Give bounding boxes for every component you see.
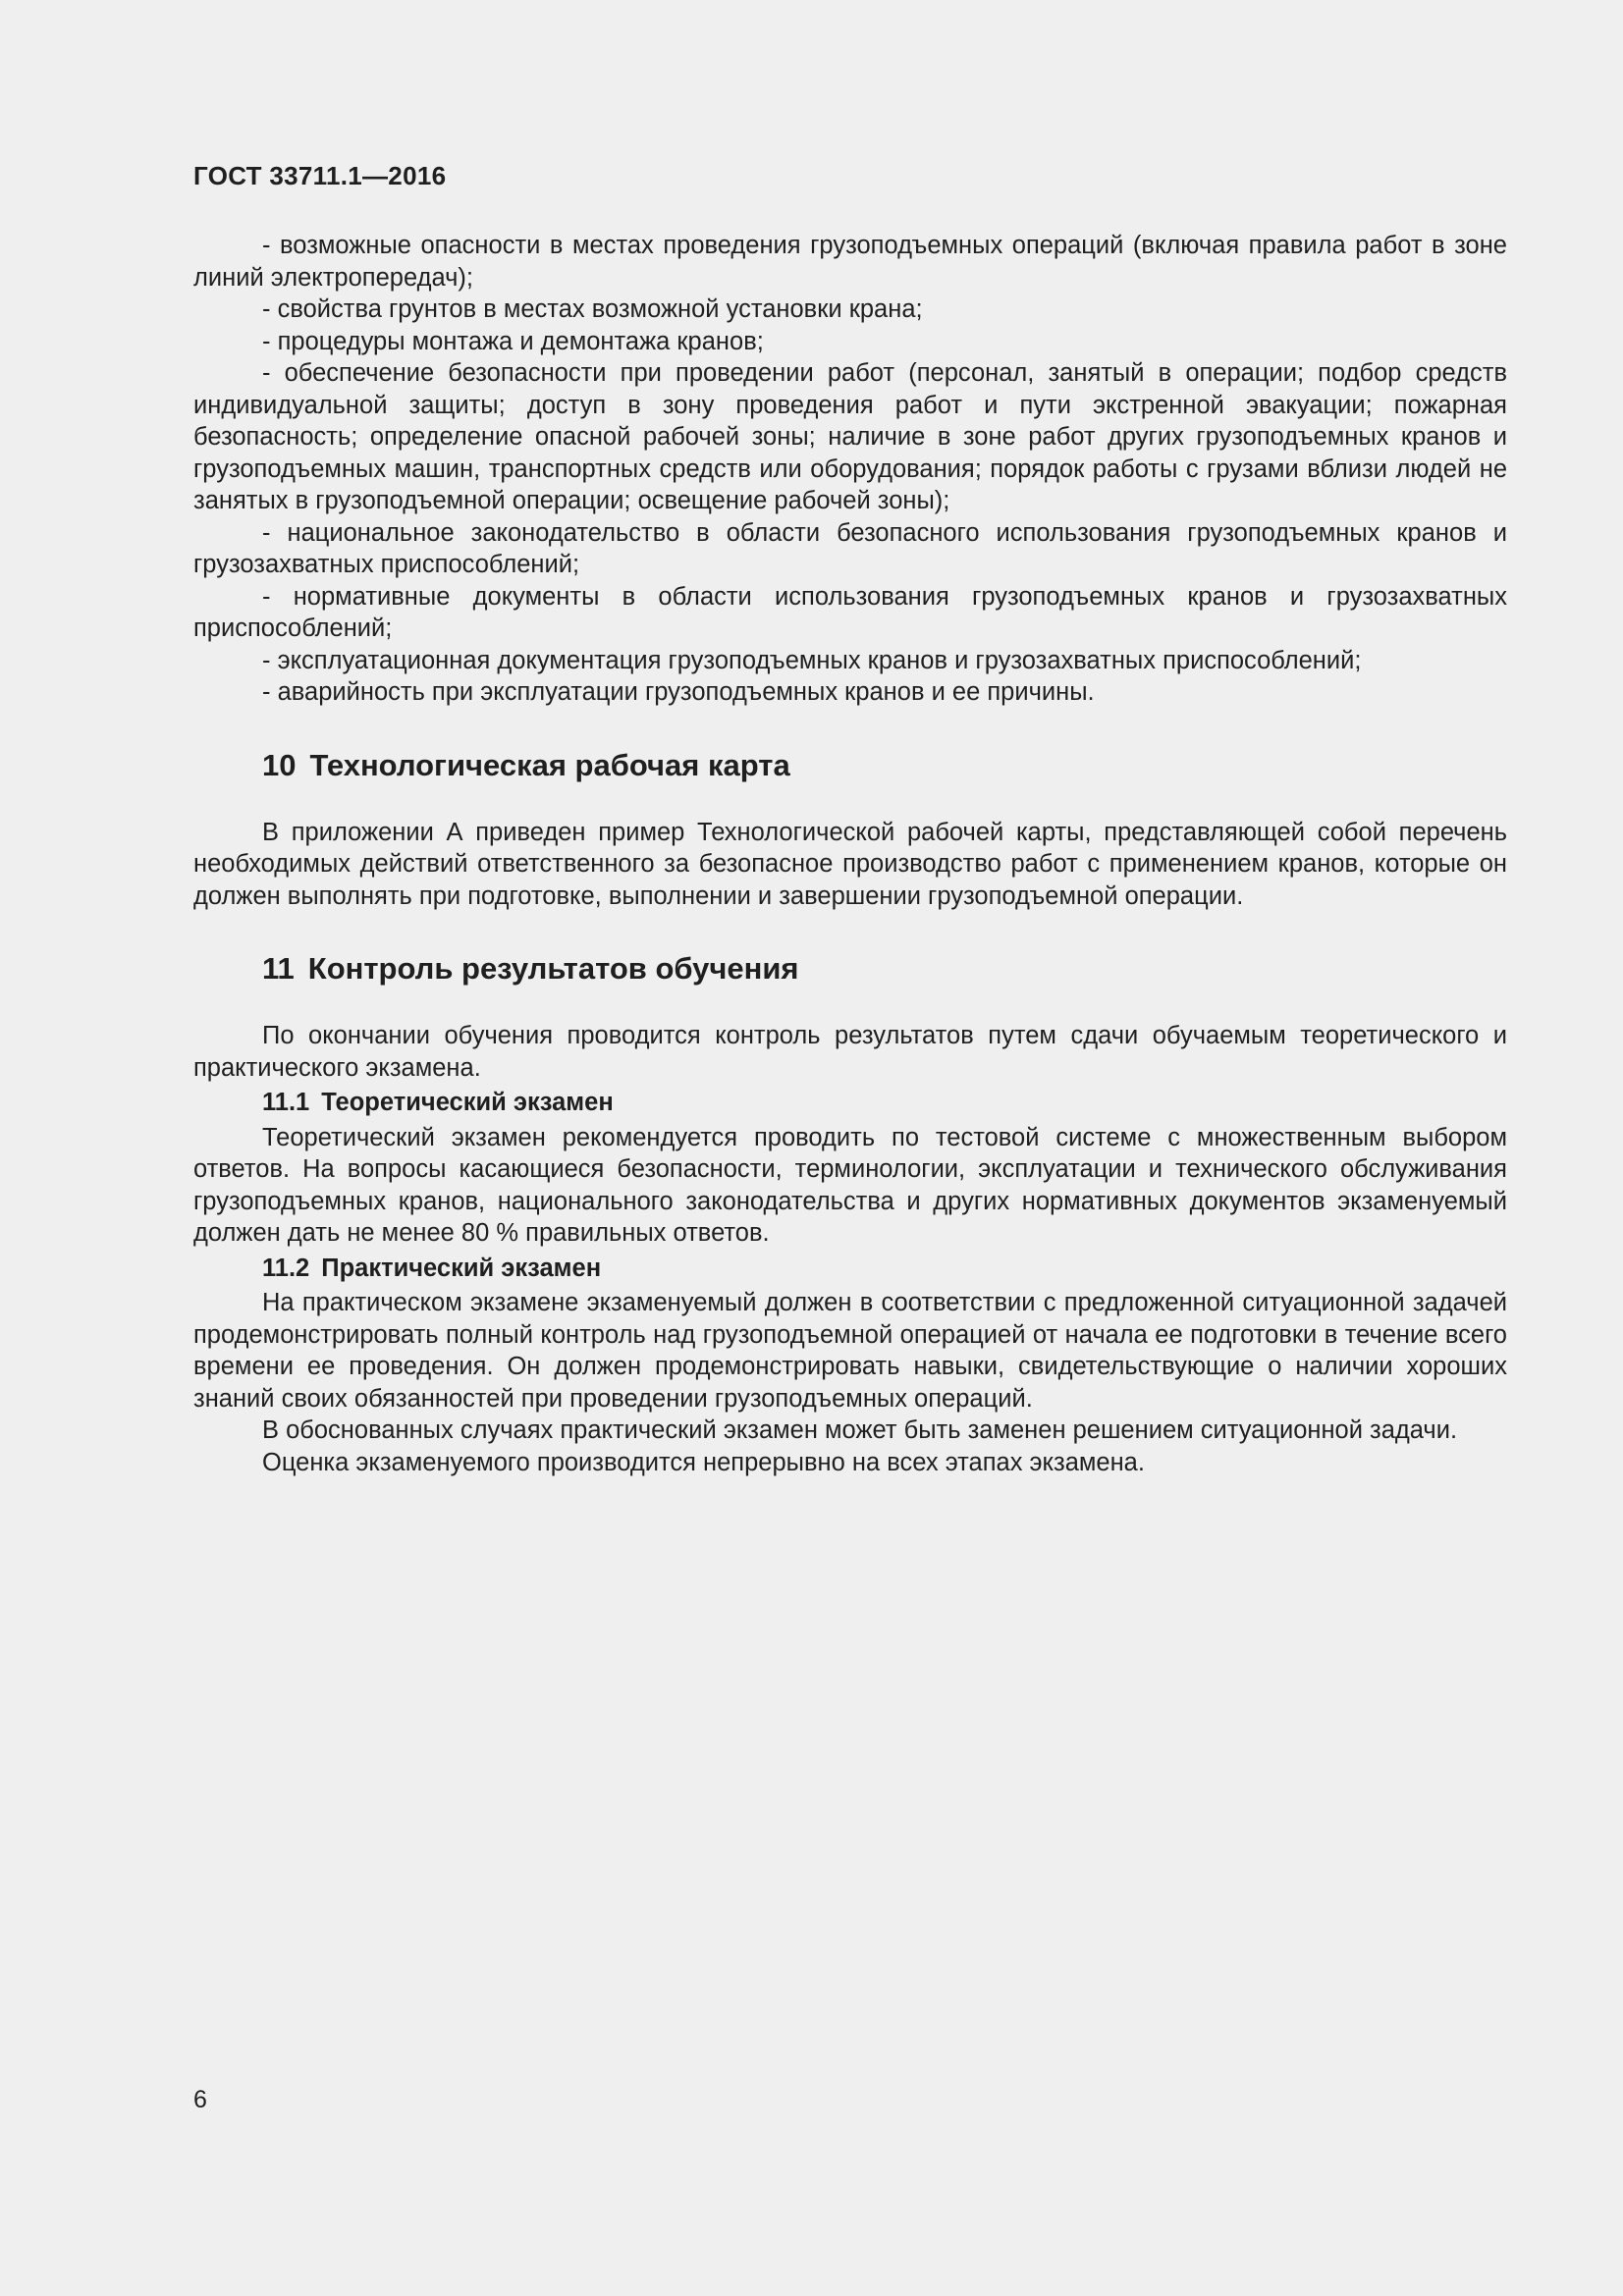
subsection-11-2-paragraph: Оценка экзаменуемого производится непрерывно на всех этапах экзамена. — [262, 1448, 1145, 1476]
section-11-heading — [193, 949, 1507, 988]
section-10-heading — [193, 746, 1507, 785]
section-title: Технологическая рабочая карта — [309, 747, 790, 782]
section-10-paragraph: В приложении А приведен пример Технологической рабочей карты, представляющей собой перечень необходимых действий ответственного за безопасное производство работ с применением кранов, которые он должен выполнять при подготовке, выполнении и завершении грузоподъемной операции. — [193, 818, 1507, 910]
subsection-11-2-paragraph: В обоснованных случаях практический экзамен может быть заменен решением ситуационной задачи. — [262, 1416, 1458, 1444]
list-item: - аварийность при эксплуатации грузоподъемных кранов и ее причины. — [262, 678, 1095, 706]
section-number: 11 — [262, 951, 295, 986]
list-item: - эксплуатационная документация грузоподъемных кранов и грузозахватных приспособлений; — [262, 646, 1362, 674]
list-item: - нормативные документы в области использования грузоподъемных кранов и грузозахватных приспособлений; — [193, 582, 1507, 642]
list-item: - процедуры монтажа и демонтажа кранов; — [262, 327, 764, 355]
page-number: 6 — [193, 2086, 207, 2113]
list-item: - возможные опасности в местах проведения грузоподъемных операций (включая правила работ в зоне линий электропередач); — [193, 232, 1507, 292]
subsection-11-1-heading — [193, 1087, 1507, 1119]
subsection-11-2-heading — [193, 1253, 1507, 1285]
subsection-title: Теоретический экзамен — [321, 1089, 614, 1116]
subsection-number: 11.2 — [262, 1254, 310, 1282]
section-number: 10 — [262, 747, 297, 782]
subsection-title: Практический экзамен — [321, 1254, 602, 1282]
list-item: - обеспечение безопасности при проведении работ (персонал, занятый в операции; подбор средств индивидуальной защиты; доступ в зону проведения работ и пути экстренной эвакуации; пожарная безопасность; определение опасной рабочей зоны; наличие в зоне работ других грузоподъемных кранов и грузоподъемных машин, транспортных средств или оборудования; порядок работы с грузами вблизи людей не занятых в грузоподъемной операции; освещение рабочей зоны); — [193, 359, 1507, 514]
document-code-header: ГОСТ 33711.1—2016 — [193, 161, 447, 190]
list-item: - национальное законодательство в области безопасного использования грузоподъемных кранов и грузозахватных приспособлений; — [193, 518, 1507, 578]
subsection-11-2-paragraph: На практическом экзамене экзаменуемый должен в соответствии с предложенной ситуационной задачей продемонстрировать полный контроль над грузоподъемной операцией от начала ее подготовки в течение всего времени ее проведения. Он должен продемонстрировать навыки, свидетельствующие о наличии хороших знаний своих обязанностей при проведении грузоподъемных операций. — [193, 1289, 1507, 1413]
document-body — [193, 230, 1507, 1478]
requirements-list — [193, 230, 1507, 709]
subsection-11-1-paragraph: Теоретический экзамен рекомендуется проводить по тестовой системе с множественным выбором ответов. На вопросы касающиеся безопасности, терминологии, эксплуатации и технического обслуживания грузоподъемных кранов, национального законодательства и других нормативных документов экзаменуемый должен дать не менее 80 % правильных ответов. — [193, 1123, 1507, 1247]
section-title: Контроль результатов обучения — [307, 951, 799, 986]
list-item: - свойства грунтов в местах возможной установки крана; — [262, 295, 923, 323]
subsection-number: 11.1 — [262, 1089, 310, 1116]
section-11-paragraph: По окончании обучения проводится контроль результатов путем сдачи обучаемым теоретического и практического экзамена. — [193, 1022, 1507, 1082]
